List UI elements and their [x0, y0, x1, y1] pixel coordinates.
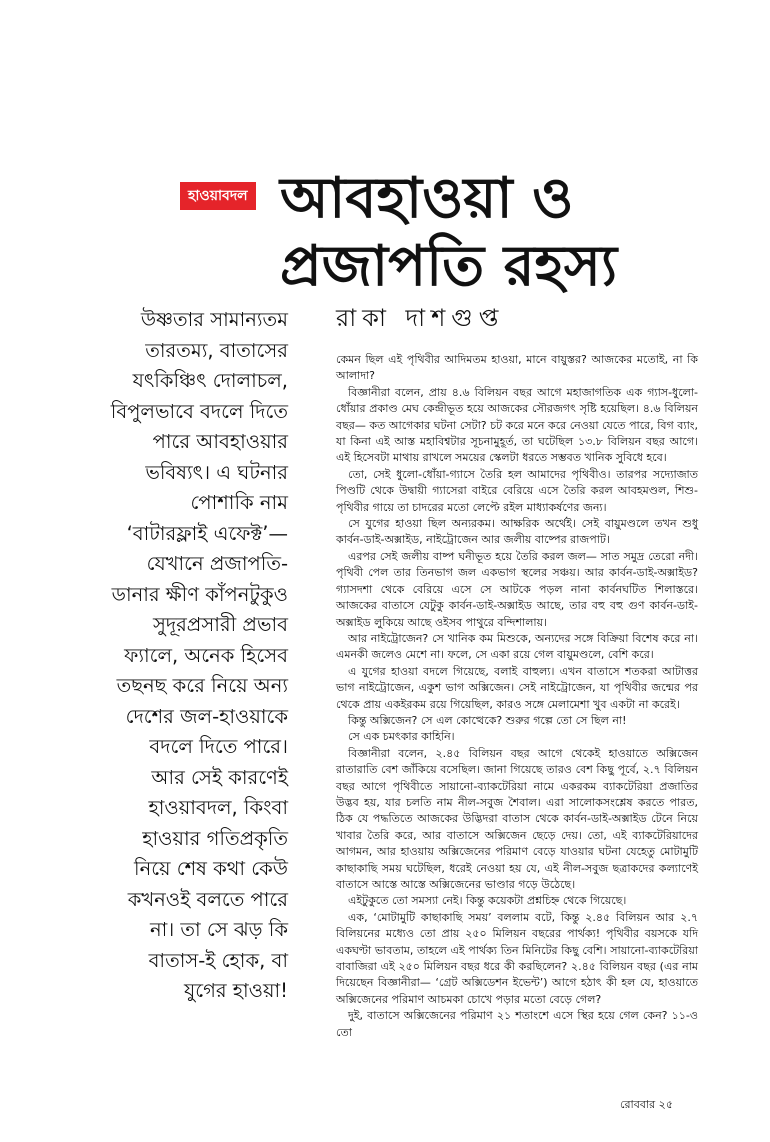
- article-title: আবহাওয়া ও প্রজাপতি রহস্য: [280, 166, 618, 299]
- body-paragraph: তো, সেই ধুলো-ধোঁয়া-গ্যাসে তৈরি হল আমাদের পৃথিবীও। তারপর সদ্যোজাত পিণ্ডটি থেকে উদ্বায়ী গ্যাসেরা বাইরে বেরিয়ে এসে তৈরি করল আবহমণ্ডল, শিশু-পৃথিবীর গায়ে তা চাদরের মতো লেপ্টে রইল মাধ্যাকর্ষণের জন্য।: [336, 467, 698, 514]
- article-body: [336, 352, 698, 1041]
- author-byline: রাকা দাশগুপ্ত: [336, 304, 505, 332]
- body-paragraph: এরপর সেই জলীয় বাষ্প ঘনীভূত হয়ে তৈরি করল জল— সাত সমুদ্র তেরো নদী। পৃথিবী পেল তার তিনভাগ জল একভাগ স্থলের সঞ্চয়। আর কার্বন-ডাই-অক্সাইড? গ্যাসদশা থেকে বেরিয়ে এসে সে আটকে পড়ল নানা কার্বনঘটিত শিলাস্তরে। আজকের বাতাসে যেটুকু কার্বন-ডাই-অক্সাইড আছে, তার বহু বহু গুণ কার্বন-ডাই-অক্সাইড লুকিয়ে আছে ওইসব পাথুরে বন্দিশালায়।: [336, 549, 698, 629]
- body-paragraph: এ যুগের হাওয়া বদলে গিয়েছে, বলাই বাহুল্য। এখন বাতাসে শতকরা আটাত্তর ভাগ নাইট্রোজেন, একুশ ভাগ অক্সিজেন। সেই নাইট্রোজেন, যা পৃথিবীর জন্মের পর থেকে প্রায় একইরকম রয়ে গিয়েছিল, কারও সঙ্গে মেলামেশা খুব একটা না করেই।: [336, 664, 698, 711]
- body-paragraph: কেমন ছিল এই পৃথিবীর আদিমতম হাওয়া, মানে বায়ুস্তর? আজকের মতোই, না কি আলাদা?: [336, 353, 698, 383]
- body-paragraph: বিজ্ঞানীরা বলেন, ২.৪৫ বিলিয়ন বছর আগে থেকেই হাওয়াতে অক্সিজেন রাতারাতি বেশ জাঁকিয়ে বসেছিল। জানা গিয়েছে তারও বেশ কিছু পূর্বে, ২.৭ বিলিয়ন বছর আগে পৃথিবীতে সায়ানো-ব্যাকটেরিয়া নামে একরকম ব্যাকটেরিয়া প্রজাতির উদ্ভব হয়, যার চলতি নাম নীল-সবুজ শৈবাল। এরা সালোকসংশ্লেষ করতে পারত, ঠিক যে পদ্ধতিতে আজকের উদ্ভিদরা বাতাস থেকে কার্বন-ডাই-অক্সাইড টেনে নিয়ে খাবার তৈরি করে, আর বাতাসে অক্সিজেন ছেড়ে দেয়। তো, এই ব্যাকটেরিয়াদের আগমন, আর হাওয়ায় অক্সিজেনের পরিমাণ বেড়ে যাওয়ার ঘটনা যেহেতু মোটামুটি কাছাকাছি সময় ঘটেছিল, ধরেই নেওয়া হয় যে, এই নীল-সবুজ ছত্রাকদের কল্যাণেই বাতাসে আস্তে আস্তে অক্সিজেনের ভাণ্ডার গড়ে উঠেছে।: [336, 746, 698, 891]
- body-paragraph: কিন্তু অক্সিজেন? সে এল কোত্থেকে? শুরুর গল্পে তো সে ছিল না!: [348, 713, 627, 727]
- page-footer: রোববার ২৫: [620, 1098, 673, 1111]
- body-paragraph: সে যুগের হাওয়া ছিল অন্যরকম। আক্ষরিক অর্থেই। সেই বায়ুমণ্ডলে তখন শুধু কার্বন-ডাই-অক্সাইড, নাইট্রোজেন আর জলীয় বাষ্পের রাজপাট।: [336, 517, 698, 547]
- body-paragraph: বিজ্ঞানীরা বলেন, প্রায় ৪.৬ বিলিয়ন বছর আগে মহাজাগতিক এক গ্যাস-ধুলো-ধোঁয়ার প্রকাণ্ড মেঘ কেন্দ্রীভূত হয়ে আজকের সৌরজগৎ সৃষ্টি হয়েছিল। ৪.৬ বিলিয়ন বছর— কত আগেকার ঘটনা সেটা? চট করে মনে করে নেওয়া যেতে পারে, বিগ ব্যাং, যা কিনা এই আস্ত মহাবিশ্বটার সূচনামুহূর্ত, তা ঘটেছিল ১৩.৮ বিলিয়ন বছর আগে। এই হিসেবটা মাথায় রাখলে সময়ের স্কেলটা ধরতে সম্ভবত খানিক সুবিধে হবে।: [336, 385, 698, 465]
- pull-quote: উষ্ণতার সামান্যতম তারতম্য, বাতাসের যৎকিঞ্চিৎ দোলাচল, বিপুলভাবে বদলে দিতে পারে আবহাওয়ার ভবিষ্যৎ। এ ঘটনার পোশাকি নাম ‘বাটারফ্লাই এফেক্ট’— যেখানে প্রজাপতি-ডানার ক্ষীণ কাঁপনটুকুও সুদূরপ্রসারী প্রভাব ফ্যালে, অনেক হিসেব তছনছ করে নিয়ে অন্য দেশের জল-হাওয়াকে বদলে দিতে পারে। আর সেই কারণেই হাওয়াবদল, কিংবা হাওয়ার গতিপ্রকৃতি নিয়ে শেষ কথা কেউ কখনওই বলতে পারে না। তা সে ঝড় কি বাতাস-ই হোক, বা যুগের হাওয়া!: [110, 308, 288, 1002]
- section-badge: হাওয়াবদল: [180, 182, 256, 210]
- body-paragraph: আর নাইট্রোজেন? সে খানিক কম মিশুকে, অন্যদের সঙ্গে বিক্রিয়া বিশেষ করে না। এমনকী জলেও মেশে না। ফলে, সে একা রয়ে গেল বায়ুমণ্ডলে, বেশি করে।: [336, 631, 698, 662]
- body-paragraph: এক, ‘মোটামুটি কাছাকাছি সময়’ বললাম বটে, কিন্তু ২.৪৫ বিলিয়ন আর ২.৭ বিলিয়নের মধ্যেও তো প্রায় ২৫০ মিলিয়ন বছরের পার্থক্য! পৃথিবীর বয়সকে যদি একঘণ্টা ভাবতাম, তাহলে এই পার্থক্য তিন মিনিটের কিছু বেশি। সায়ানো-ব্যাকটেরিয়া বাবাজিরা এই ২৫০ মিলিয়ন বছর ধরে কী করছিলেন? ২.৪৫ বিলিয়ন বছর (এর নাম দিয়েছেন বিজ্ঞানীরা— ‘গ্রেট অক্সিডেশন ইভেন্ট’) আগে হঠাৎ কী হল যে, হাওয়াতে অক্সিজেনের পরিমাণ আচমকা চোখে পড়ার মতো বেড়ে গেল?: [336, 910, 698, 1006]
- body-paragraph: দুই, বাতাসে অক্সিজেনের পরিমাণ ২১ শতাংশে এসে স্থির হয়ে গেল কেন? ১১-ও তো: [336, 1009, 698, 1039]
- body-paragraph: এইটুকুতে তো সমস্যা নেই। কিন্তু কয়েকটা প্রশ্নচিহ্ন থেকে গিয়েছে।: [348, 894, 627, 908]
- body-paragraph: সে এক চমৎকার কাহিনি।: [348, 730, 455, 744]
